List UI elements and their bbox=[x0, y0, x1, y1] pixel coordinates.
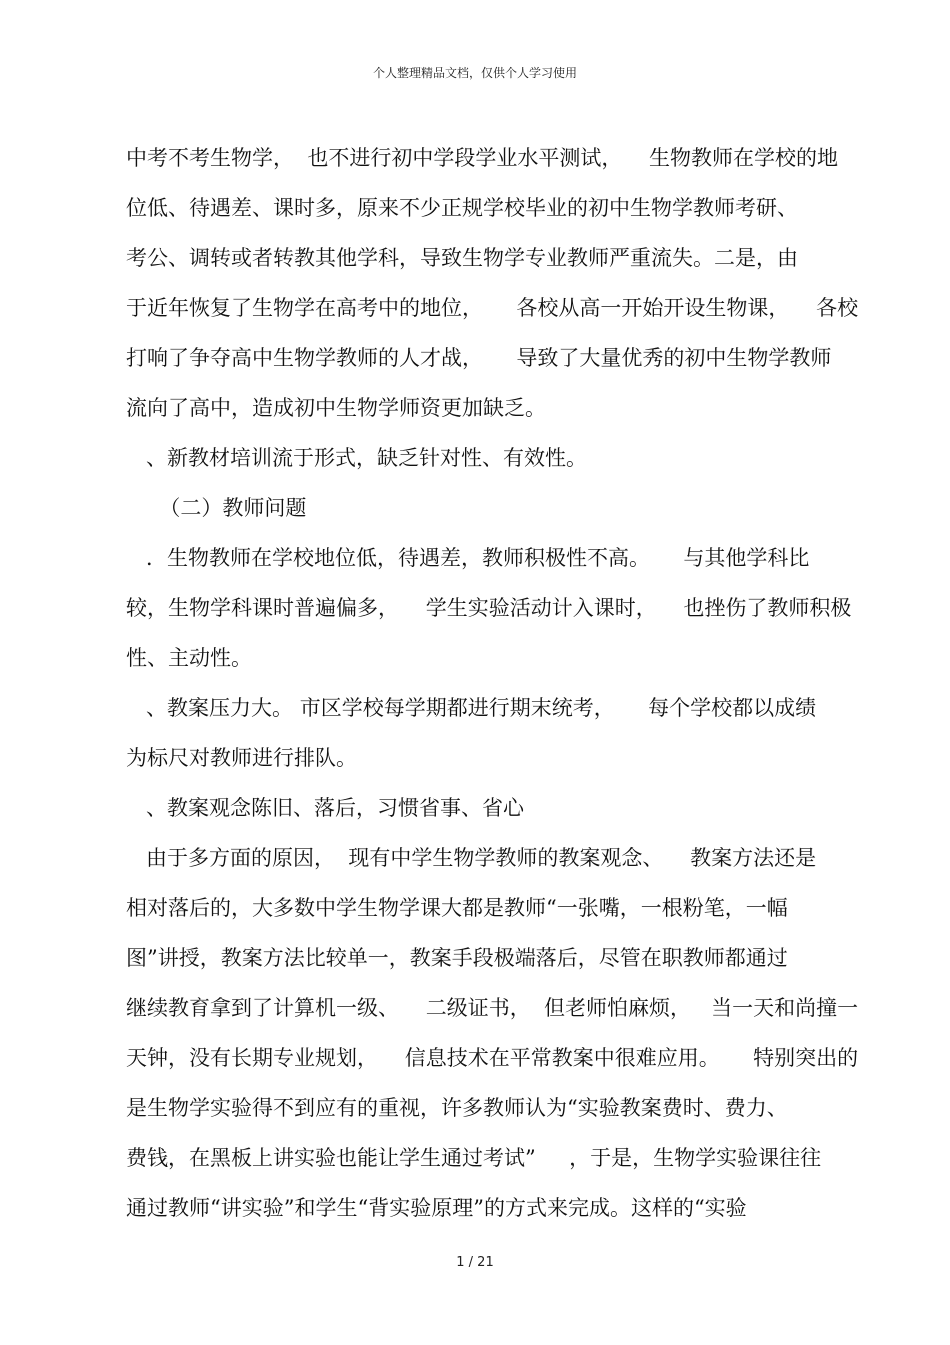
list-item-concepts: 、教案观念陈旧、落后，习惯省事、省心 bbox=[126, 796, 525, 820]
body-line-2: 位低、待遇差、课时多，原来不少正规学校毕业的初中生物学教师考研、 bbox=[126, 196, 798, 220]
body-line-6: 流向了高中，造成初中生物学师资更加缺乏。 bbox=[126, 396, 546, 420]
body-line-15: 由于多方面的原因， 现有中学生物学教师的教案观念、 教案方法还是 bbox=[126, 846, 817, 870]
section-heading: （二）教师问题 bbox=[126, 496, 307, 520]
body-line-21: 费钱，在黑板上讲实验也能让学生通过考试” ，于是，生物学实验课往往 bbox=[126, 1146, 822, 1170]
body-line-9: ．生物教师在学校地位低，待遇差，教师积极性不高。 与其他学科比 bbox=[126, 546, 810, 570]
body-line-20: 是生物学实验得不到应有的重视，许多教师认为“实验教案费时、费力、 bbox=[126, 1096, 788, 1120]
page-header: 个人整理精品文档，仅供个人学习使用 bbox=[372, 66, 577, 80]
list-item-training: 、新教材培训流于形式，缺乏针对性、有效性。 bbox=[126, 446, 588, 470]
body-line-10: 较，生物学科课时普遍偏多， 学生实验活动计入课时， 也挫伤了教师积极 bbox=[126, 596, 852, 620]
body-line-18: 继续教育拿到了计算机一级、 二级证书， 但老师怕麻烦， 当一天和尚撞一 bbox=[126, 996, 859, 1020]
body-line-5: 打响了争夺高中生物学教师的人才战， 导致了大量优秀的初中生物学教师 bbox=[126, 346, 832, 370]
body-line-13: 为标尺对教师进行排队。 bbox=[126, 746, 357, 770]
body-line-12: 、教案压力大。 市区学校每学期都进行期末统考， 每个学校都以成绩 bbox=[126, 696, 817, 720]
body-line-1: 中考不考生物学， 也不进行初中学段学业水平测试， 生物教师在学校的地 bbox=[126, 146, 839, 170]
body-line-11: 性、主动性。 bbox=[126, 646, 252, 670]
body-line-22: 通过教师“讲实验”和学生“背实验原理”的方式来完成。这样的“实验 bbox=[126, 1196, 747, 1220]
body-line-17: 图”讲授，教案方法比较单一，教案手段极端落后，尽管在职教师都通过 bbox=[126, 946, 788, 970]
body-line-16: 相对落后的，大多数中学生物学课大都是教师“一张嘴，一根粉笔，一幅 bbox=[126, 896, 788, 920]
body-line-4: 于近年恢复了生物学在高考中的地位， 各校从高一开始开设生物课， 各校 bbox=[126, 296, 859, 320]
body-line-3: 考公、调转或者转教其他学科，导致生物学专业教师严重流失。二是，由 bbox=[126, 246, 798, 270]
page-number: 1 / 21 bbox=[456, 1255, 494, 1270]
body-line-19: 天钟，没有长期专业规划， 信息技术在平常教案中很难应用。 特别突出的 bbox=[126, 1046, 859, 1070]
